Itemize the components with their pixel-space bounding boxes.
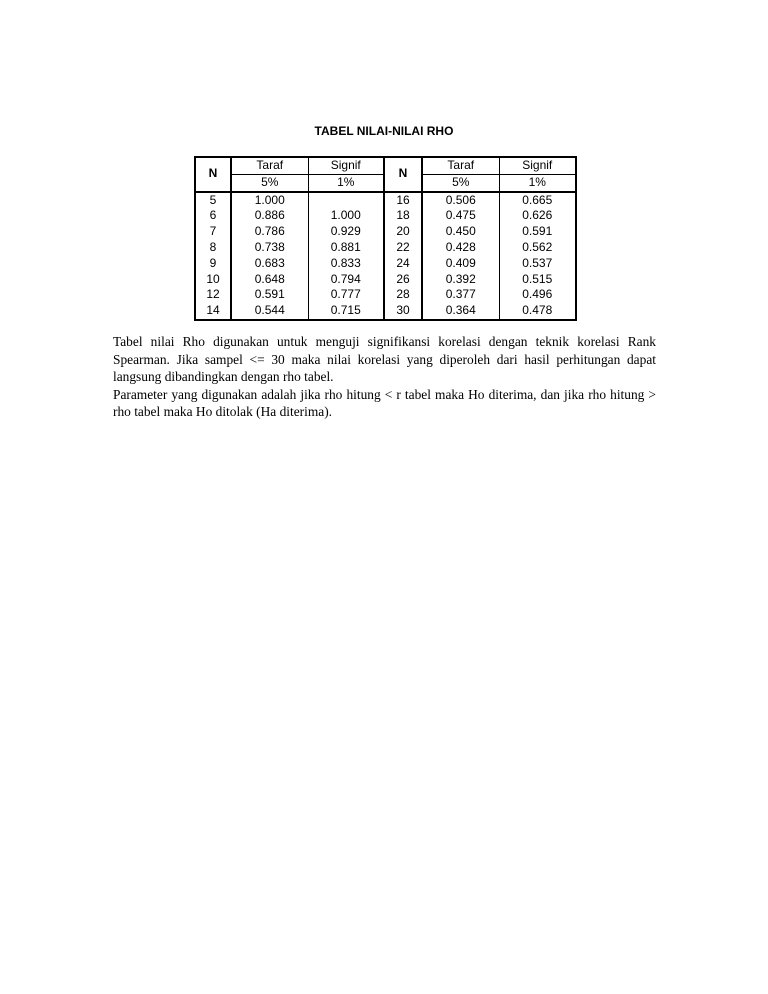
signif-cell: 0.591	[499, 224, 576, 240]
taraf-cell: 0.738	[231, 240, 308, 256]
taraf-cell: 0.377	[422, 287, 499, 303]
taraf-header-left: Taraf	[231, 157, 308, 174]
description	[113, 333, 656, 421]
n-cell: 6	[195, 208, 231, 224]
n-cell: 22	[384, 240, 422, 256]
signif-cell: 0.515	[499, 272, 576, 288]
table-row	[195, 287, 576, 303]
n-cell: 26	[384, 272, 422, 288]
n-cell: 28	[384, 287, 422, 303]
signif-cell	[308, 192, 384, 209]
signif-cell: 0.537	[499, 256, 576, 272]
signif-value-right: 1%	[499, 174, 576, 191]
taraf-cell: 0.392	[422, 272, 499, 288]
taraf-cell: 0.886	[231, 208, 308, 224]
n-cell: 9	[195, 256, 231, 272]
rho-table-body	[195, 192, 576, 320]
n-cell: 30	[384, 303, 422, 320]
rho-table	[194, 156, 577, 321]
n-cell: 20	[384, 224, 422, 240]
description-paragraph: Parameter yang digunakan adalah jika rho hitung < r tabel maka Ho diterima, dan jika rho hitung > rho tabel maka Ho ditolak (Ha diterima).	[113, 386, 656, 419]
signif-cell: 0.562	[499, 240, 576, 256]
taraf-cell: 0.409	[422, 256, 499, 272]
signif-header-left: Signif	[308, 157, 384, 174]
taraf-value-right: 5%	[422, 174, 499, 191]
n-header-left: N	[195, 157, 231, 192]
signif-cell: 0.496	[499, 287, 576, 303]
table-row	[195, 303, 576, 320]
taraf-cell: 0.364	[422, 303, 499, 320]
taraf-cell: 0.683	[231, 256, 308, 272]
signif-value-left: 1%	[308, 174, 384, 191]
description-paragraph: Tabel nilai Rho digunakan untuk menguji signifikansi korelasi dengan teknik korelasi Rank Spearman. Jika sampel <= 30 maka nilai korelasi yang diperoleh dari hasil perhitungan dapat langsung dibandingkan dengan rho tabel.	[113, 334, 656, 384]
taraf-cell: 0.544	[231, 303, 308, 320]
signif-cell: 0.881	[308, 240, 384, 256]
signif-cell: 0.833	[308, 256, 384, 272]
table-row	[195, 192, 576, 209]
signif-cell: 1.000	[308, 208, 384, 224]
page-title: TABEL NILAI-NILAI RHO	[314, 124, 454, 138]
signif-cell: 0.665	[499, 192, 576, 209]
n-cell: 7	[195, 224, 231, 240]
taraf-cell: 0.786	[231, 224, 308, 240]
signif-cell: 0.478	[499, 303, 576, 320]
taraf-cell: 0.450	[422, 224, 499, 240]
table-row	[195, 256, 576, 272]
taraf-cell: 0.506	[422, 192, 499, 209]
signif-cell: 0.794	[308, 272, 384, 288]
signif-cell: 0.715	[308, 303, 384, 320]
table-row	[195, 240, 576, 256]
signif-cell: 0.777	[308, 287, 384, 303]
signif-cell: 0.929	[308, 224, 384, 240]
n-cell: 10	[195, 272, 231, 288]
n-cell: 14	[195, 303, 231, 320]
n-header-right: N	[384, 157, 422, 192]
table-row	[195, 208, 576, 224]
taraf-cell: 0.475	[422, 208, 499, 224]
taraf-cell: 0.591	[231, 287, 308, 303]
taraf-cell: 0.648	[231, 272, 308, 288]
signif-cell: 0.626	[499, 208, 576, 224]
taraf-header-right: Taraf	[422, 157, 499, 174]
n-cell: 24	[384, 256, 422, 272]
n-cell: 5	[195, 192, 231, 209]
n-cell: 18	[384, 208, 422, 224]
n-cell: 8	[195, 240, 231, 256]
taraf-value-left: 5%	[231, 174, 308, 191]
taraf-cell: 0.428	[422, 240, 499, 256]
table-row	[195, 272, 576, 288]
n-cell: 16	[384, 192, 422, 209]
table-row	[195, 224, 576, 240]
taraf-cell: 1.000	[231, 192, 308, 209]
signif-header-right: Signif	[499, 157, 576, 174]
n-cell: 12	[195, 287, 231, 303]
